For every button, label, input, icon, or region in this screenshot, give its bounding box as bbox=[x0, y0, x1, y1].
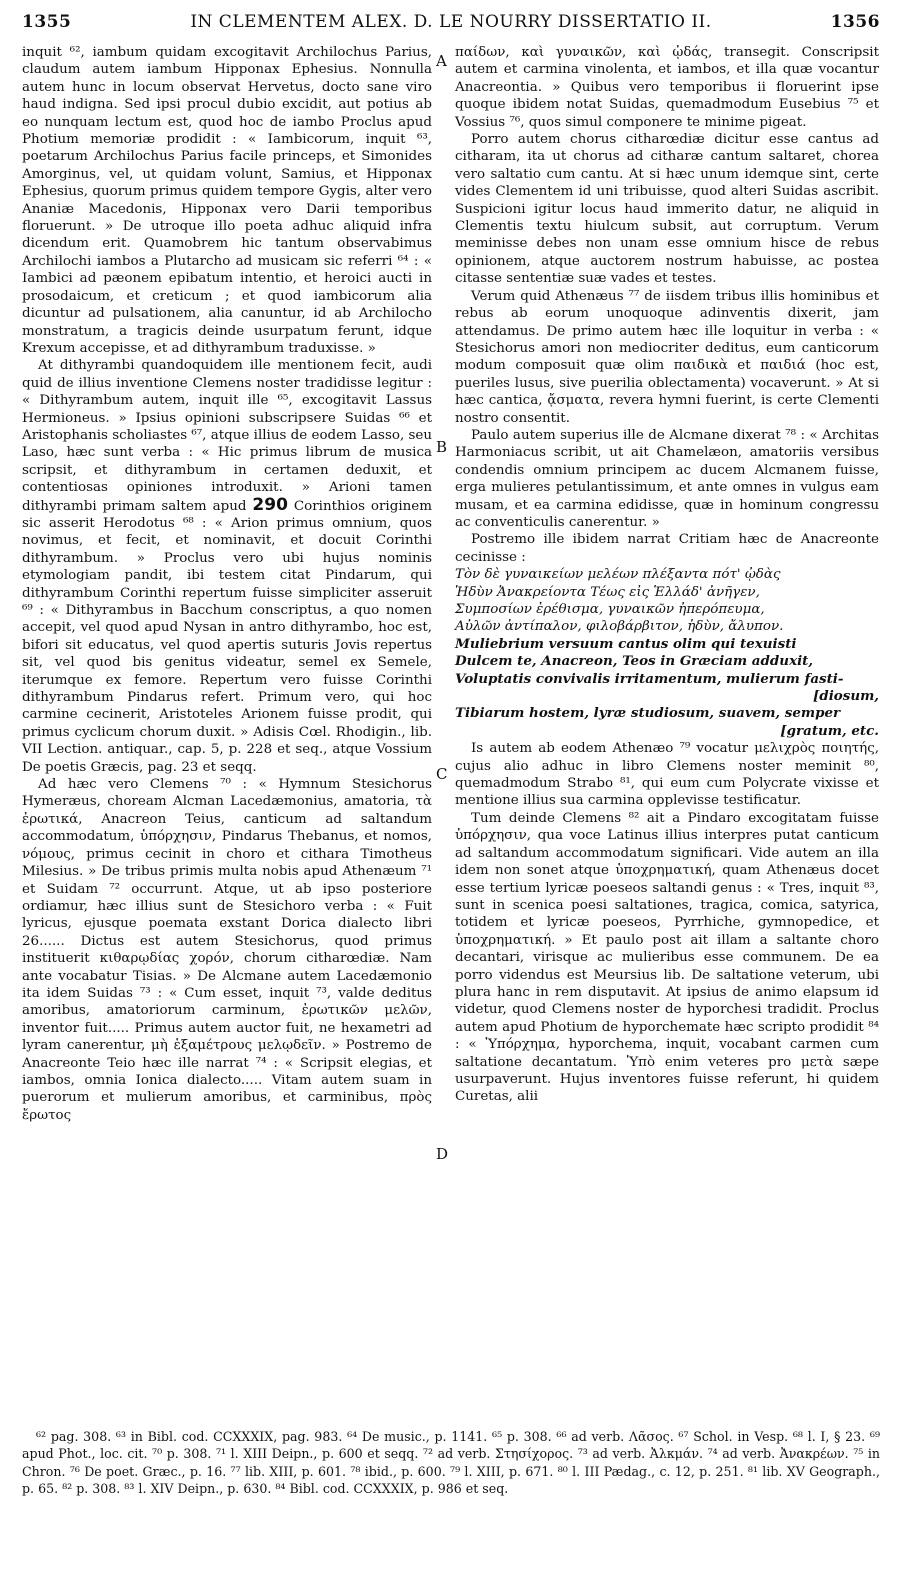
right-paragraph-4: Paulo autem superius ille de Alcmane dixerat ⁷⁸ : « Architas Harmoniacus scribit, ut ait Chamelæon, amatoriis versibus condendis omnium principem ac ducem Alcmanem fuisse, erga mulieres petulantissimum, et ante omnes in vulgus eam musam, et ea carmina edidisse, quæ in hominum congressu ac conventiculis canerentur. » bbox=[455, 427, 879, 530]
left-paragraph-3: Ad hæc vero Clemens ⁷⁰ : « Hymnum Stesichorus Hymeræus, choream Alcman Lacedæmonius, amatoria, τὰ ἐρωτικά, Anacreon Teius, canticum ad saltandum accommodatum, ὑπόρχησιν, Pindarus Thebanus, et nomos, νόμους, primus cecinit in choro et cithara Timotheus Milesius. » De tribus primis multa nobis apud Athenæum ⁷¹ et Suidam ⁷² occurrunt. Atque, ut ab ipso posteriore ordiamur, hæc illius sunt de Stesichoro verba : « Fuit lyricus, ejusque poemata exstant Dorica dialecto libri 26...... Dictus est autem Stesichorus, quod primus instituerit κιθαρῳδίας χορόν, chorum citharœdiæ. Nam ante vocabatur Tisias. » De Alcmane autem Lacedæmonio ita idem Suidas ⁷³ : « Cum esset, inquit ⁷³, valde deditus amoribus, amatoriorum carminum, ἐρωτικῶν μελῶν, inventor fuit..... Primus autem auctor fuit, ne hexametri ad lyram canerentur, μὴ ἑξαμέτρους μελῳδεῖν. » Postremo de Anacreonte Teio hæc ille narrat ⁷⁴ : « Scripsit elegias, et iambos, omnia Ionica dialecto..... Vitam autem suam in puerorum et mulierum amoribus, et carminibus, πρὸς ἔρωτος bbox=[22, 777, 432, 1123]
margin-letter-c: C bbox=[436, 765, 448, 783]
greek-verse-line: Ἡδὺν Ἀνακρείοντα Τέως εἰς Ἑλλάδ' ἀνῆγεν, bbox=[455, 584, 760, 600]
footnotes bbox=[22, 1428, 880, 1498]
margin-letter-b: B bbox=[436, 438, 448, 456]
latin-verse-line: Muliebrium versuum cantus olim qui texuisti bbox=[455, 635, 797, 652]
latin-verse-line: [gratum, etc. bbox=[780, 722, 879, 739]
greek-verse bbox=[455, 566, 879, 636]
left-paragraph-2b: Corinthios originem sic asserit Herodotus ⁶⁸ : « Arion primus omnium, quos novimus, et fecit, et nominavit, et docuit Corinthi dithyrambum. » Proclus vero ubi hujus nominis etymologiam pandit, ibi testem citat Pindarum, qui dithyrambum Corinthi repertum fuisse simpliciter asseruit ⁶⁹ : « Dithyrambus in Bacchum conscriptus, a quo nomen accepit, vel quod apud Nysan in antro dithyrambo, hoc est, bifori sit educatus, vel quod apertis suturis Jovis repertus sit, vel quod bis genitus videatur, semel ex Semele, iterumque ex femore. Repertum vero fuisse Corinthi dithyrambum Pindarus refert. Primum vero, qui hoc carmine cecinerit, Aristoteles Arionem fuisse prodit, qui primus cyclicum chorum duxit. » Adisis Cœl. Rhodigin., lib. VII Lection. antiquar., cap. 5, p. 228 et seq., atque Vossium De poetis Græcis, pag. 23 et seqq. bbox=[22, 498, 432, 775]
right-paragraph-5: Postremo ille ibidem narrat Critiam hæc de Anacreonte cecinisse : bbox=[455, 532, 879, 565]
latin-verse-line: [diosum, bbox=[812, 688, 879, 705]
greek-verse-line: Τὸν δὲ γυναικείων μελέων πλέξαντα πότ' ᾠδὰς bbox=[455, 567, 781, 583]
left-paragraph-1: inquit ⁶², iambum quidam excogitavit Archilochus Parius, claudum autem iambum Hipponax Ephesius. Nonnulla autem hunc in locum observat Hervetus, docto sane viro haud indigna. Sed ipsi procul dubio excidit, aut potius ab eo nunquam lectum est, quod hoc de iambo Proclus apud Photium memoriæ prodidit : « Iambicorum, inquit ⁶³, poetarum Archilochus Parius facile princeps, et Simonides Amorginus, vel, ut quidam volunt, Samius, et Hipponax Ephesius, quorum primus quidem tempore Gygis, alter vero Ananiæ Macedonis, Hipponax vero Darii temporibus floruerunt. » De utroque illo poeta adhuc aliquid infra dicendum erit. Quamobrem hic tantum observabimus Archilochi iambos a Plutarcho ad musicam sic referri ⁶⁴ : « Iambici ad pæonem epibatum intentio, et heroici aucti in prosodaicum, et creticum ; et quod iambicorum alia dicuntur ad pulsationem, alia canuntur, id ab Archilocho monstratum, a tragicis deinde usurpatum ferunt, idque Krexum accepisse, et ad dithyrambum traduxisse. » bbox=[22, 45, 432, 356]
page-number-left: 1355 bbox=[22, 12, 72, 32]
right-paragraph-3: Verum quid Athenæus ⁷⁷ de iisdem tribus illis hominibus et rebus ab eorum unoquoque adinventis dixerit, jam attendamus. De primo autem hæc ille loquitur in verba : « Stesichorus amori non mediocriter deditus, eum canticorum modum composuit quæ olim παιδικὰ et παιδιά (hoc est, pueriles lusus, sive puerilia oblectamenta) vocaverunt. » At si hæc cantica, ᾄσματα, revera hymni fuerint, is certe Clementi nostro consentit. bbox=[455, 288, 879, 426]
greek-verse-line: Συμποσίων ἐρέθισμα, γυναικῶν ἠπερόπευμα, bbox=[455, 602, 765, 617]
right-paragraph-7: Tum deinde Clemens ⁸² ait a Pindaro excogitatam fuisse ὑπόρχησιν, qua voce Latinus illius interpres putat canticum ad saltandum accommodatum significari. Vide autem an illa idem non sonet atque ὑποχρηματική, quam Athenæus docet esse tertium lyricæ poeseos saltandi genus : « Tres, inquit ⁸³, sunt in scenica poesi saltationes, tragica, comica, satyrica, totidem et lyricæ poeseos, Pyrrhiche, gymnopedice, et ὑποχρηματική. » Et paulo post ait illam a saltante choro decantari, virisque ac mulieribus esse communem. De ea porro videndus est Meursius lib. De saltatione veterum, ubi plura hanc in rem disputavit. At ipsius de animo elapsum id videtur, quod Clemens noster de hyporchesi tradidit. Proclus autem apud Photium de hyporchemate hæc scripto prodidit ⁸⁴ : « Ὑπόρχημα, hyporchema, inquit, vocabant carmen cum saltatione decantatum. Ὑπὸ enim veteres pro μετὰ sæpe usurpaverunt. Hujus inventores fuisse referunt, hi quidem Curetas, alii bbox=[455, 810, 879, 1105]
page-header bbox=[22, 12, 880, 38]
greek-verse-line: Αὐλῶν ἀντίπαλον, φιλοβάρβιτον, ἡδὺν, ἄλυπον. bbox=[455, 619, 784, 635]
latin-verse-line: Voluptatis convivalis irritamentum, mulierum fasti- bbox=[455, 670, 844, 687]
right-paragraph-1: παίδων, καὶ γυναικῶν, καὶ ᾠδάς, transegit. Conscripsit autem et carmina vinolenta, et iambos, et illa quæ vocantur Anacreontia. » Quibus vero temporibus ii floruerint ipse quoque ibidem notat Suidas, quemadmodum Eusebius ⁷⁵ et Vossius ⁷⁶, quos simul componere te minime pigeat. bbox=[455, 45, 879, 130]
running-title: IN CLEMENTEM ALEX. D. LE NOURRY DISSERTATIO II. bbox=[190, 12, 712, 32]
left-column bbox=[22, 44, 432, 1124]
page-number-right: 1356 bbox=[830, 12, 880, 32]
margin-letter-a: A bbox=[436, 52, 447, 70]
right-paragraph-2: Porro autem chorus citharœdiæ dicitur esse cantus ad citharam, ita ut chorus ad citharæ cantum saltaret, chorea vero saltatio cum cantu. At si hæc unum idemque sint, certe vides Clementem id uni tribuisse, quod alteri Suidas ascribit. Suspicioni igitur locus haud immerito datur, ne aliquid in Clementis textu hiulcum subsit, aut corruptum. Verum meminisse debes non unam esse omnium hisce de rebus opinionem, atque auctorem nostrum habuisse, ac postea citasse sententiæ suæ vades et testes. bbox=[455, 132, 879, 287]
inline-page-number: 290 bbox=[252, 494, 288, 515]
margin-letter-d: D bbox=[436, 1145, 449, 1163]
right-column bbox=[455, 44, 879, 1106]
right-paragraph-6: Is autem ab eodem Athenæo ⁷⁹ vocatur μελιχρὸς ποιητής, cujus alio adhuc in libro Clemens noster meminit ⁸⁰, quemadmodum Strabo ⁸¹, qui eum cum Polycrate vixisse et mentione illius sua carmina opplevisse testificatur. bbox=[455, 741, 879, 809]
latin-verse bbox=[455, 636, 879, 740]
footnotes-text: ⁶² pag. 308. ⁶³ in Bibl. cod. CCXXXIX, pag. 983. ⁶⁴ De music., p. 1141. ⁶⁵ p. 308. ⁶⁶ ad verb. Λᾶσος. ⁶⁷ Schol. in Vesp. ⁶⁸ l. I, § 23. ⁶⁹ apud Phot., loc. cit. ⁷⁰ p. 308. ⁷¹ l. XIII Deipn., p. 600 et seqq. ⁷² ad verb. Στησίχορος. ⁷³ ad verb. Ἀλκμάν. ⁷⁴ ad verb. Ἀνακρέων. ⁷⁵ in Chron. ⁷⁶ De poet. Græc., p. 16. ⁷⁷ lib. XIII, p. 601. ⁷⁸ ibid., p. 600. ⁷⁹ l. XIII, p. 671. ⁸⁰ l. III Pædag., c. 12, p. 251. ⁸¹ lib. XV Geograph., p. 65. ⁸² p. 308. ⁸³ l. XIV Deipn., p. 630. ⁸⁴ Bibl. cod. CCXXXIX, p. 986 et seq. bbox=[22, 1429, 880, 1497]
left-paragraph-2a: At dithyrambi quandoquidem ille mentionem fecit, audi quid de illius inventione Clemens noster tradidisse legitur : « Dithyrambum autem, inquit ille ⁶⁵, excogitavit Lassus Hermioneus. » Ipsius opinioni subscripsere Suidas ⁶⁶ et Aristophanis scholiastes ⁶⁷, atque illius de eodem Lasso, seu Laso, hæc sunt verba : « Hic primus librum de musica scripsit, et dithyrambum in certamen deduxit, et contentiosas opiniones introduxit. » Arioni tamen dithyrambi primam saltem apud bbox=[22, 358, 432, 514]
latin-verse-line: Tibiarum hostem, lyræ studiosum, suavem, semper bbox=[455, 705, 841, 722]
latin-verse-line: Dulcem te, Anacreon, Teos in Græciam adduxit, bbox=[455, 653, 814, 670]
left-paragraph-2 bbox=[22, 357, 432, 776]
